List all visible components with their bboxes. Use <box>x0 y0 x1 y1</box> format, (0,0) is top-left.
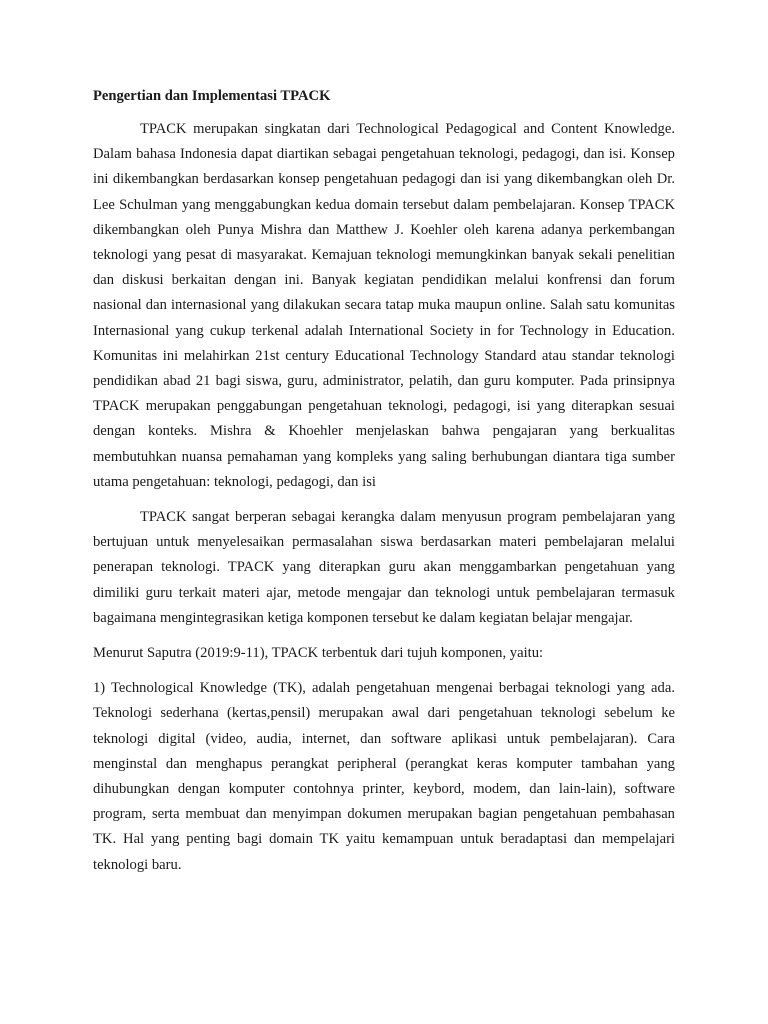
paragraph-technological-knowledge: 1) Technological Knowledge (TK), adalah pengetahuan mengenai berbagai teknologi yang ada. Teknologi sederhana (kertas,pensil) merupakan awal dari pengetahuan teknologi sebelum ke teknologi digital (video, audia, internet, dan software aplikasi untuk pembelajaran). Cara menginstal dan menghapus perangkat peripheral (perangkat keras komputer tambahan yang dihubungkan dengan komputer contohnya printer, keybord, modem, dan lain-lain), software program, serta membuat dan menyimpan dokumen merupakan bagian pengetahuan pembahasan TK. Hal yang penting bagi domain TK yaitu kemampuan untuk beradaptasi dan mempelajari teknologi baru. <box>93 680 675 873</box>
document-title: Pengertian dan Implementasi TPACK <box>93 88 331 104</box>
paragraph-tpack-definition: TPACK merupakan singkatan dari Technological Pedagogical and Content Knowledge. Dalam bahasa Indonesia dapat diartikan sebagai pengetahuan teknologi, pedagogi, dan isi. Konsep ini dikembangkan berdasarkan konsep pengetahuan pedagogi dan isi yang dikembangkan oleh Dr. Lee Schulman yang menggabungkan kedua domain tersebut dalam pembelajaran. Konsep TPACK dikembangkan oleh Punya Mishra dan Matthew J. Koehler oleh karena adanya perkembangan teknologi yang pesat di masyarakat. Kemajuan teknologi memungkinkan banyak sekali penelitian dan diskusi berkaitan dengan ini. Banyak kegiatan pendidikan melalui konfrensi dan forum nasional dan internasional yang dilakukan secara tatap muka maupun online. Salah satu komunitas Internasional yang cukup terkenal adalah International Society in for Technology in Education. Komunitas ini melahirkan 21st century Educational Technology Standard atau standar teknologi pendidikan abad 21 bagi siswa, guru, administrator, pelatih, dan guru komputer. Pada prinsipnya TPACK merupakan penggabungan pengetahuan teknologi, pedagogi, isi yang diterapkan sesuai dengan konteks. Mishra & Khoehler menjelaskan bahwa pengajaran yang berkualitas membutuhkan nuansa pemahaman yang kompleks yang saling berhubungan diantara tiga sumber utama pengetahuan: teknologi, pedagogi, dan isi <box>93 121 675 490</box>
paragraph-components-intro: Menurut Saputra (2019:9-11), TPACK terbentuk dari tujuh komponen, yaitu: <box>93 645 544 662</box>
paragraph-tpack-role: TPACK sangat berperan sebagai kerangka dalam menyusun program pembelajaran yang bertujuan untuk menyelesaikan permasalahan siswa berdasarkan materi pembelajaran melalui penerapan teknologi. TPACK yang diterapkan guru akan menggambarkan pengetahuan yang dimiliki guru terkait materi ajar, metode mengajar dan teknologi untuk pembelajaran termasuk bagaimana mengintegrasikan ketiga komponen tersebut ke dalam kegiatan belajar mengajar. <box>93 509 675 626</box>
